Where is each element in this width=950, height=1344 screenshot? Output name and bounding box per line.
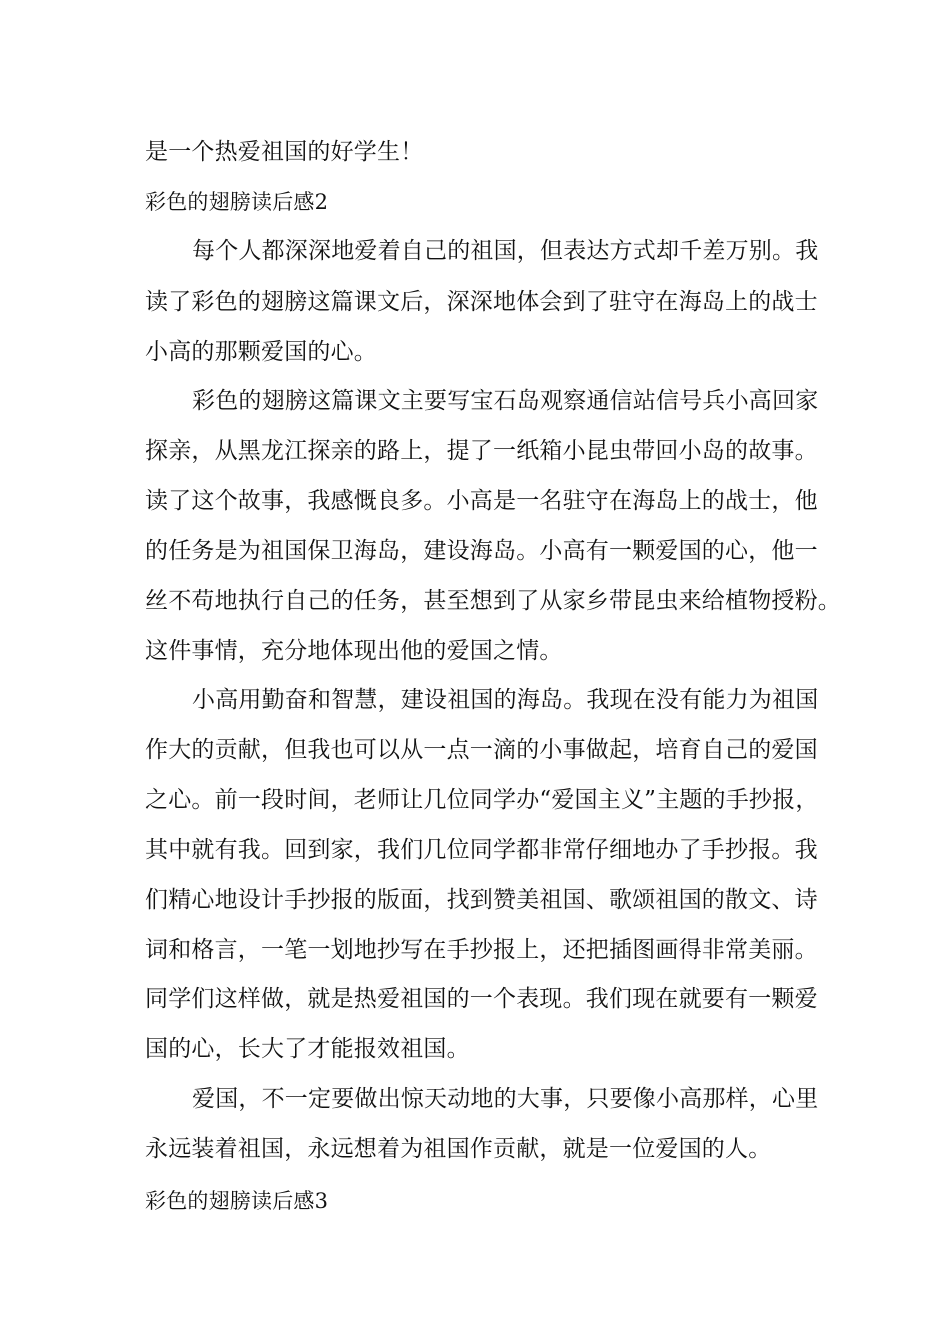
text-line: 国的心，长大了才能报效祖国。: [145, 1036, 470, 1062]
text-line: 这件事情，充分地体现出他的爱国之情。: [145, 638, 563, 664]
text-line: 们精心地设计手抄报的版面，找到赞美祖国、歌颂祖国的散文、诗: [145, 887, 818, 913]
text-line: 作大的贡献，但我也可以从一点一滴的小事做起，培育自己的爱国: [145, 737, 818, 763]
text-line: 的任务是为祖国保卫海岛，建设海岛。小高有一颗爱国的心，他一: [145, 538, 818, 564]
text-line: 探亲，从黑龙江探亲的路上，提了一纸箱小昆虫带回小岛的故事。: [145, 438, 818, 464]
section-heading-2: 彩色的翅膀读后感2: [145, 190, 329, 214]
text-line: 小高用勤奋和智慧，建设祖国的海岛。我现在没有能力为祖国: [192, 687, 819, 713]
text-line: 小高的那颗爱国的心。: [145, 339, 377, 365]
text-line: 丝不苟地执行自己的任务，甚至想到了从家乡带昆虫来给植物授粉。: [145, 588, 841, 614]
section-heading-3: 彩色的翅膀读后感3: [145, 1189, 329, 1213]
text-line: 每个人都深深地爱着自己的祖国，但表达方式却千差万别。我: [192, 238, 819, 264]
text-line: 词和格言，一笔一划地抄写在手抄报上，还把插图画得非常美丽。: [145, 937, 818, 963]
text-line: 同学们这样做，就是热爱祖国的一个表现。我们现在就要有一颗爱: [145, 986, 818, 1012]
text-line: 其中就有我。回到家，我们几位同学都非常仔细地办了手抄报。我: [145, 837, 818, 863]
text-line: 永远装着祖国，永远想着为祖国作贡献，就是一位爱国的人。: [145, 1136, 772, 1162]
text-line: 爱国，不一定要做出惊天动地的大事，只要像小高那样，心里: [192, 1086, 819, 1112]
paragraph-ending-line: 是一个热爱祖国的好学生！: [145, 139, 424, 165]
text-line: 之心。前一段时间，老师让几位同学办“爱国主义”主题的手抄报，: [145, 787, 819, 813]
text-line: 读了彩色的翅膀这篇课文后，深深地体会到了驻守在海岛上的战士: [145, 289, 818, 315]
text-line: 读了这个故事，我感慨良多。小高是一名驻守在海岛上的战士，他: [145, 488, 818, 514]
text-line: 彩色的翅膀这篇课文主要写宝石岛观察通信站信号兵小高回家: [192, 388, 819, 414]
